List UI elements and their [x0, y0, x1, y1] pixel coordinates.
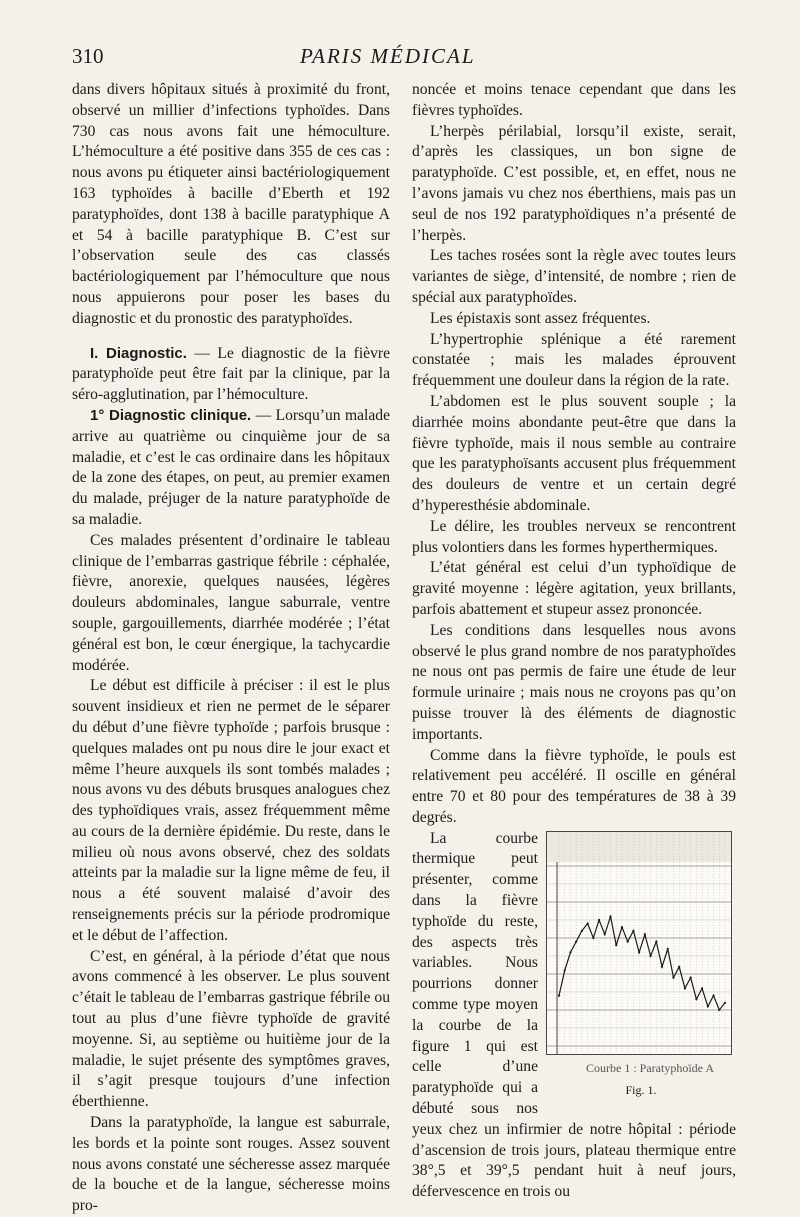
paragraph: Les taches rosées sont la règle avec toutes leurs variantes de siège, d’intensité, de nombre ; rien de spécial aux paratyphoïdes.	[412, 247, 736, 306]
left-column	[72, 80, 390, 1217]
temperature-point	[644, 933, 646, 935]
paragraph: Ces malades présentent d’ordinaire le tableau clinique de l’embarras gastrique fébrile : céphalée, fièvre, anorexie, quelques nausées, légères douleurs abdominales, langue saburrale, ventre souple, gargouillements, diarrhée modérée ; l’état général est bon, le cœur énergique, la tachycardie modérée.	[72, 531, 390, 674]
temperature-point	[627, 940, 629, 942]
paragraph-text: — Le diagnostic de la fièvre paratyphoïde peut être fait par la clinique, par la séro-agglutination, par l’hémoculture.	[72, 344, 390, 404]
temperature-point	[661, 965, 663, 967]
paragraph: L’abdomen est le plus souvent souple ; la diarrhée moins abondante peut-être que dans la fièvre typhoïde, mais il nous semble au contraire que les paratyphoïsants accusent plus fréquemment des douleurs de ventre et un certain degré d’hyperesthésie abdominale.	[412, 392, 736, 514]
paragraph: Le début est difficile à préciser : il est le plus souvent insidieux et rien ne permet de le séparer du début d’une fièvre typhoïde ; parfois brusque : quelques malades ont pu nous dire le jour exact et même l’heure auxquels ils sont tombés malades ; nous avons vu des débuts brusques analogues chez des typhoïdiques vrais, assez fréquemment même au cours de la dernière épidémie. Du reste, dans le milieu où nous avons observé, chez des soldats atteints par la maladie sur la ligne même de feu, il nous a été souvent malaisé d’avoir des renseignements précis sur la période prodromique et le début de l’affection.	[72, 677, 390, 944]
temperature-point	[672, 976, 674, 978]
temperature-point	[581, 929, 583, 931]
temperature-point	[604, 933, 606, 935]
temperature-point	[718, 1009, 720, 1011]
temperature-point	[598, 919, 600, 921]
paragraph: L’hypertrophie splénique a été rarement constatée ; mais les malades éprouvent fréquemment une douleur dans la région de la rate.	[412, 330, 736, 390]
paragraph: dans divers hôpitaux situés à proximité du front, observé un millier d’infections typhoïdes. Dans 730 cas nous avons fait une hémoculture. L’hémoculture a été positive dans 355 de ces cas : nous avons pu étiqueter ainsi bactériologiquement 163 typhoïdes à bacille d’Eberth et 192 paratyphoïdes, dont 138 à bacille paratyphique A et 54 à bacille paratyphique B. C’est sur l’observation seule des cas classés bactériologiquement par l’hémoculture que nous nous appuierons pour poser les bases du diagnostic et du pronostic des paratyphoïdes.	[72, 81, 390, 327]
temperature-point	[712, 994, 714, 996]
temperature-point	[638, 951, 640, 953]
temperature-point	[564, 969, 566, 971]
temperature-point	[569, 951, 571, 953]
right-column	[412, 80, 736, 1203]
temperature-point	[684, 987, 686, 989]
paragraph: L’herpès périlabial, lorsqu’il existe, serait, d’après les classiques, un bon signe de paratyphoïde. C’est possible, et, en effet, nous ne l’avons jamais vu chez nos éberthiens, mais pas un seul de nos 192 paratyphoïdiques n’a présenté de l’herpès.	[412, 122, 736, 244]
temperature-point	[701, 987, 703, 989]
temperature-chart	[546, 831, 732, 1055]
temperature-chart-svg	[547, 832, 731, 1054]
temperature-point	[707, 1005, 709, 1007]
paragraph-text: — Lorsqu’un malade arrive au quatrième ou cinquième jour de sa maladie, et c’est le cas ordinaire dans les hôpitaux de la zone des étapes, on peut, au premier examen du malade, préjuger de la nature paratyphoïde de sa maladie.	[72, 406, 390, 528]
temperature-point	[724, 1001, 726, 1003]
temperature-point	[667, 947, 669, 949]
paragraph: Le délire, les troubles nerveux se rencontrent plus volontiers dans les formes hyperthermiques.	[412, 517, 736, 556]
figure	[546, 831, 736, 1102]
temperature-point	[592, 937, 594, 939]
temperature-point	[575, 940, 577, 942]
temperature-point	[615, 944, 617, 946]
temperature-point	[558, 994, 560, 996]
running-head: PARIS MÉDICAL	[300, 44, 476, 68]
paragraph: Les épistaxis sont assez fréquentes.	[430, 309, 651, 327]
paragraph: noncée et moins tenace cependant que dans les fièvres typhoïdes.	[412, 81, 736, 119]
temperature-point	[655, 940, 657, 942]
temperature-point	[587, 922, 589, 924]
temperature-point	[678, 965, 680, 967]
paragraph: Les conditions dans lesquelles nous avons observé le plus grand nombre de nos paratyphoïdes ne nous ont pas permis de faire une étude de leur formule urinaire ; mais nous ne croyons pas qu’on puisse trouver là des éléments de diagnostic importants.	[412, 621, 736, 743]
temperature-point	[632, 929, 634, 931]
paragraph: C’est, en général, à la période d’état que nous avons commencé à les observer. Le plus souvent c’était le tableau de l’embarras gastrique fébrile ou tout au plus d’une fièvre typhoïde de gravité moyenne. Si, au septième ou huitième jour de la maladie, le sujet présente des symptômes graves, il s’agit presque toujours d’une infection éberthienne.	[72, 947, 390, 1111]
paragraph: L’état général est celui d’un typhoïdique de gravité moyenne : légère agitation, yeux brillants, parfois abattement et stupeur assez prononcée.	[412, 559, 736, 618]
clinical-paragraph	[72, 406, 390, 531]
paragraph: Comme dans la fièvre typhoïde, le pouls est relativement peu accéléré. Il oscille en général entre 70 et 80 pour des températures de 38 à 39 degrés.	[412, 746, 736, 826]
temperature-point	[621, 926, 623, 928]
subheading: 1° Diagnostic clinique.	[90, 406, 252, 424]
figure-label: Courbe 1 : Paratyphoïde A	[586, 1060, 714, 1075]
paragraph: La courbe thermique peut présenter, comme dans la fièvre typhoïde du reste, des aspects très variables. Nous pourrions donner comme type moyen la courbe de la figure 1 qui est celle d’une paratyphoïde qui a débuté sous nos yeux chez un infirmier de notre hôpital : période d’ascension de trois jours, plateau thermique entre 38°,5 et 39°,5 pendant huit à neuf jours, défervescence en trois ou	[412, 829, 736, 1201]
temperature-point	[649, 955, 651, 957]
figure-caption: Fig. 1.	[625, 1083, 657, 1098]
temperature-point	[695, 998, 697, 1000]
temperature-line	[559, 916, 725, 1010]
page-number: 310	[72, 44, 104, 68]
temperature-point	[690, 976, 692, 978]
paragraph: Dans la paratyphoïde, la langue est saburrale, les bords et la pointe sont rouges. Assez souvent nous avons constaté une sécheresse assez marquée de la bouche et de la langue, sécheresse moins pro-	[72, 1114, 390, 1215]
diagnostic-paragraph	[72, 344, 390, 406]
section-heading: I. Diagnostic.	[90, 344, 187, 362]
temperature-point	[609, 915, 611, 917]
